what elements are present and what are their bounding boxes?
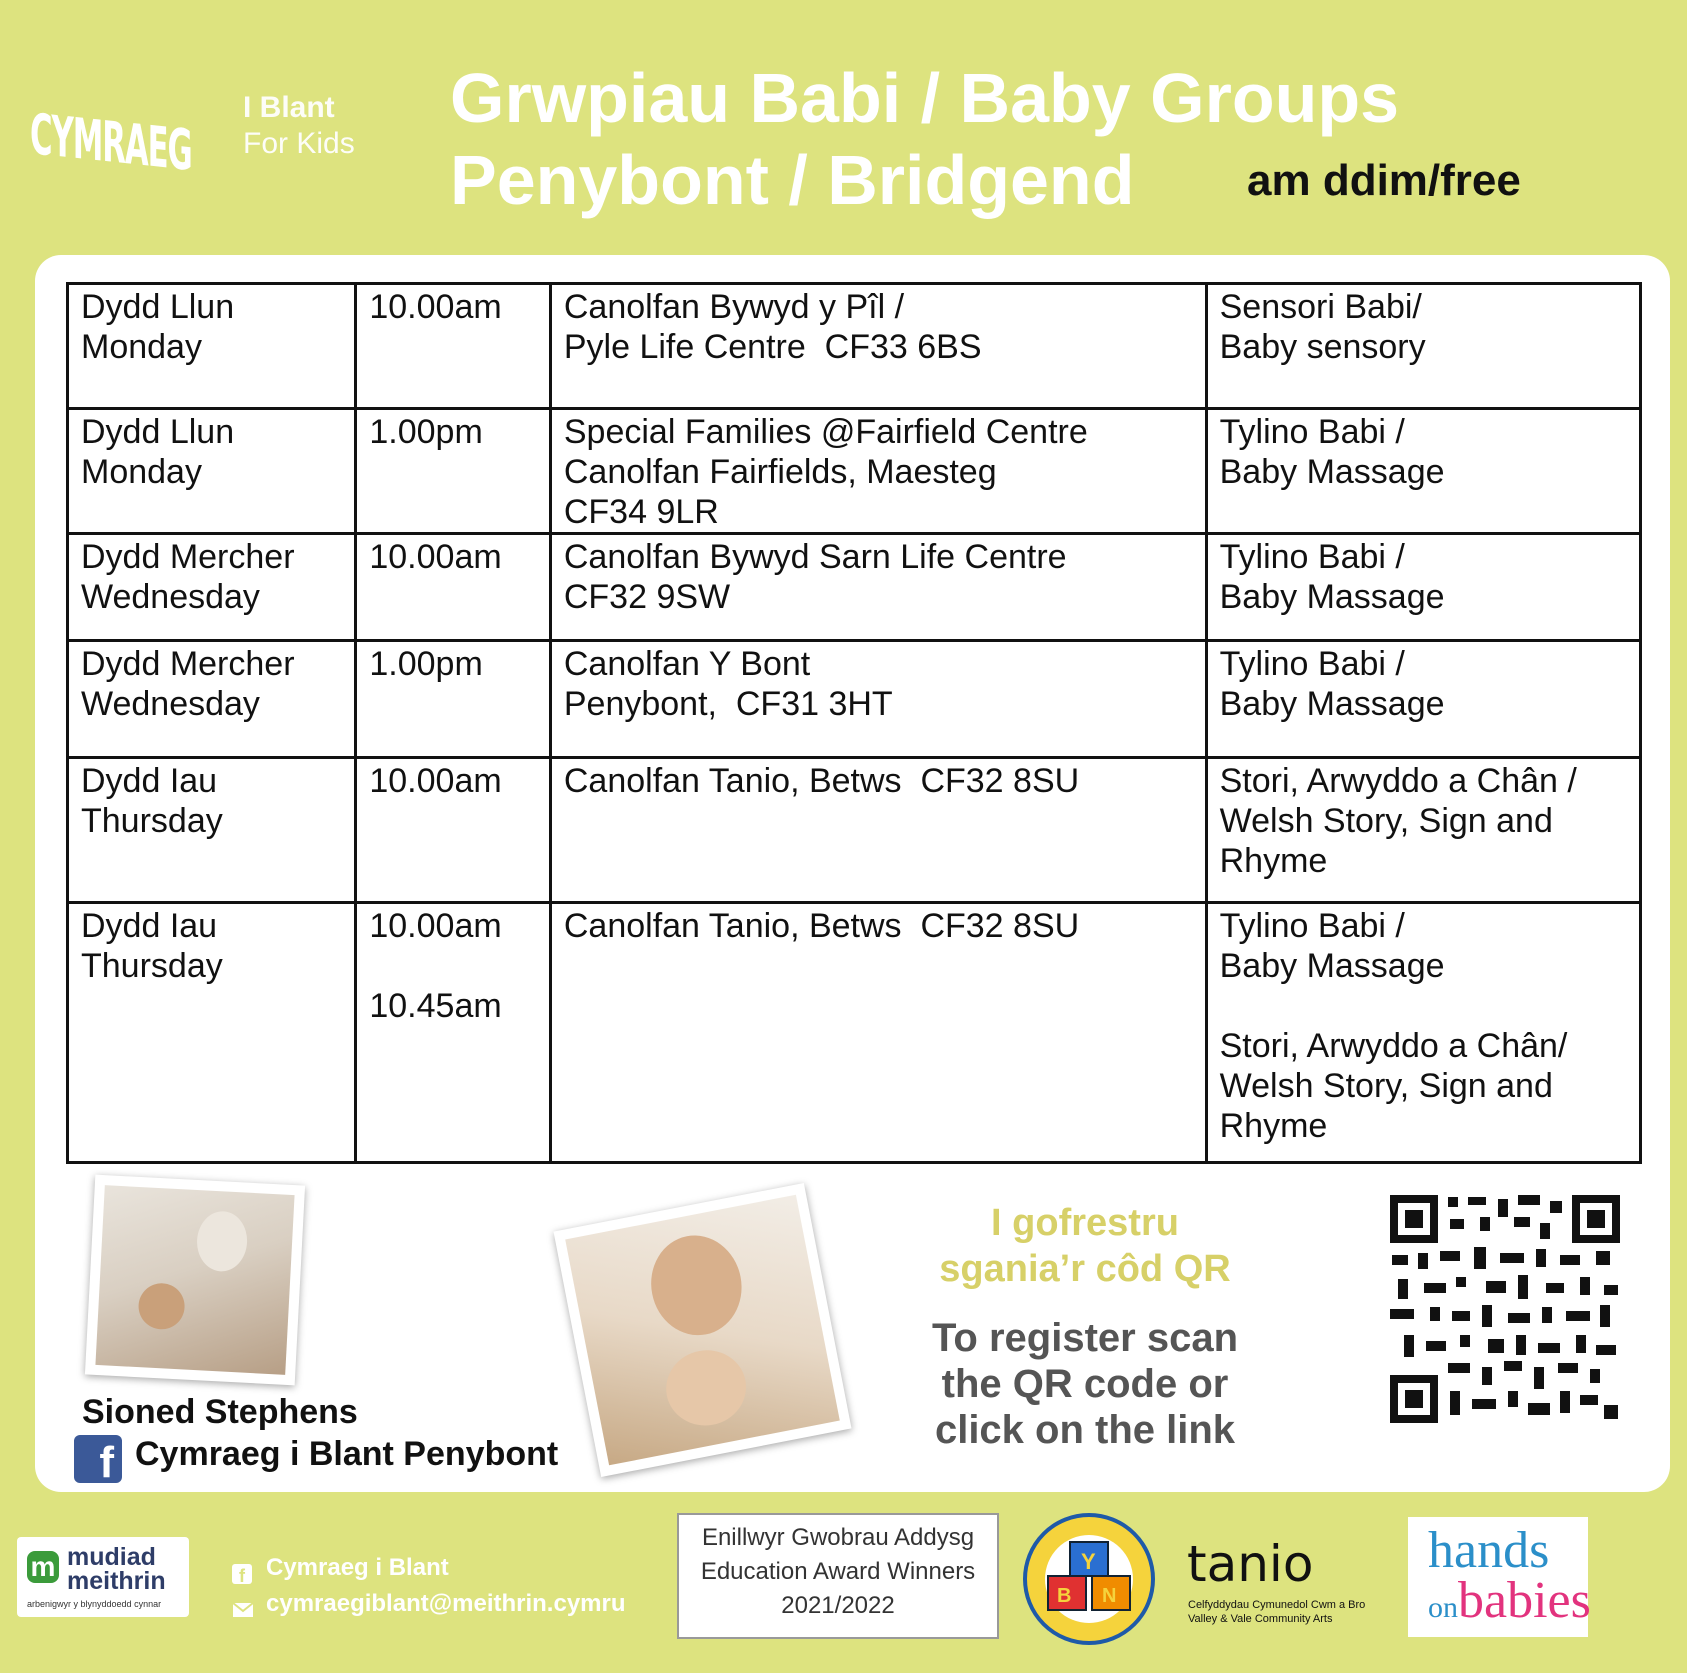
schedule-row [68, 534, 1641, 641]
photo-mother-baby-play [85, 1175, 305, 1386]
venue-line: Canolfan Tanio, Betws CF32 8SU [563, 762, 1080, 800]
line-gap [369, 946, 549, 986]
time-cell [356, 284, 551, 409]
activity-line: Welsh Story, Sign and [1219, 802, 1553, 840]
day-cell [68, 758, 356, 903]
venue-line: Canolfan Bywyd y Pîl / [563, 288, 905, 326]
hob-babies: babies [1458, 1572, 1591, 1629]
footer-facebook-row[interactable] [232, 1550, 626, 1586]
education-award-badge [677, 1513, 999, 1639]
mudiad-tagline: arbenigwyr y blynyddoedd cynnar [27, 1599, 162, 1609]
venue-line: CF32 9SW [563, 578, 731, 616]
schedule-row [68, 641, 1641, 758]
activity-line: Rhyme [1219, 1107, 1328, 1145]
day-cell [68, 903, 356, 1163]
activity-line: Baby Massage [1219, 685, 1445, 723]
logo-subtitle [243, 90, 355, 162]
venue-line: Penybont, CF31 3HT [563, 685, 893, 723]
activity-line: Baby Massage [1219, 453, 1445, 491]
time-line: 10.00am [369, 907, 502, 945]
hob-hands: hands [1428, 1522, 1550, 1579]
register-text-english [895, 1315, 1275, 1453]
register-english-line: the QR code or [941, 1362, 1229, 1406]
mudiad-line1: mudiad [67, 1543, 156, 1571]
register-english-line: click on the link [934, 1408, 1236, 1452]
svg-text:N: N [1102, 1585, 1117, 1607]
venue-line: Canolfan Y Bont [563, 645, 811, 683]
activity-line: Stori, Arwyddo a Chân / [1219, 762, 1577, 800]
time-line: 10.45am [369, 987, 502, 1025]
day-cell [68, 284, 356, 409]
facebook-page-link[interactable]: Cymraeg i Blant Penybont [135, 1435, 559, 1473]
envelope-icon [232, 1595, 254, 1615]
register-welsh-line: I gofrestru [991, 1202, 1179, 1244]
photo-mother-baby-laughing [553, 1183, 851, 1477]
footer-contact [232, 1550, 626, 1622]
time-line: 10.00am [369, 538, 502, 576]
time-cell [356, 534, 551, 641]
ybont-logo [1022, 1512, 1157, 1647]
mudiad-meithrin-logo [17, 1537, 189, 1617]
logo-line-english: For Kids [243, 127, 355, 160]
svg-text:B: B [1057, 1585, 1072, 1607]
tanio-tagline-welsh: Celfyddydau Cymunedol Cwm a Bro [1188, 1599, 1366, 1611]
time-cell [356, 758, 551, 903]
venue-cell [550, 903, 1206, 1163]
venue-line: Special Families @Fairfield Centre [563, 413, 1088, 451]
footer-social-name: Cymraeg i Blant [266, 1554, 449, 1581]
activity-line: Tylino Babi / [1219, 413, 1405, 451]
venue-cell [550, 534, 1206, 641]
activity-cell [1206, 284, 1640, 409]
day-line: Dydd Iau [81, 907, 218, 945]
activity-line: Welsh Story, Sign and [1219, 1067, 1553, 1105]
facebook-icon[interactable]: f [74, 1435, 122, 1483]
schedule-table [66, 282, 1642, 1164]
venue-cell [550, 284, 1206, 409]
time-line: 10.00am [369, 288, 502, 326]
photo-image [95, 1185, 294, 1375]
line-gap [1220, 986, 1639, 1026]
activity-cell [1206, 758, 1640, 903]
footer-email: cymraegiblant@meithrin.cymru [266, 1590, 626, 1617]
venue-line: Canolfan Bywyd Sarn Life Centre [563, 538, 1067, 576]
venue-line: Canolfan Tanio, Betws CF32 8SU [563, 907, 1080, 945]
day-line: Monday [81, 328, 202, 366]
activity-line: Tylino Babi / [1219, 538, 1405, 576]
activity-line: Stori, Arwyddo a Chân/ [1219, 1027, 1568, 1065]
logo-line-welsh: I Blant [243, 91, 335, 124]
activity-line: Baby sensory [1219, 328, 1426, 366]
time-line: 10.00am [369, 762, 502, 800]
svg-text:Y: Y [1081, 1549, 1096, 1574]
activity-line: Sensori Babi/ [1219, 288, 1422, 326]
day-line: Dydd Llun [81, 413, 235, 451]
day-line: Dydd Mercher [81, 645, 295, 683]
hands-on-babies-logo [1408, 1517, 1591, 1637]
venue-line: Pyle Life Centre CF33 6BS [563, 328, 982, 366]
contact-name: Sioned Stephens [82, 1393, 358, 1431]
register-english-line: To register scan [931, 1316, 1239, 1360]
page-title: Grwpiau Babi / Baby Groups [450, 59, 1400, 137]
schedule-row [68, 284, 1641, 409]
day-line: Thursday [81, 947, 223, 985]
day-line: Wednesday [81, 685, 260, 723]
activity-cell [1206, 641, 1640, 758]
hob-babies-line [1428, 1572, 1591, 1634]
day-line: Wednesday [81, 578, 260, 616]
venue-cell [550, 758, 1206, 903]
day-line: Monday [81, 453, 202, 491]
register-text-welsh [895, 1200, 1275, 1292]
mudiad-m-icon: m [27, 1551, 59, 1583]
mudiad-line2: meithrin [67, 1567, 166, 1595]
hob-on: on [1428, 1591, 1458, 1624]
photo-figure [643, 1228, 750, 1343]
time-cell [356, 903, 551, 1163]
day-line: Dydd Mercher [81, 538, 295, 576]
venue-line: CF34 9LR [563, 493, 719, 531]
activity-line: Tylino Babi / [1219, 645, 1405, 683]
tanio-tagline [1188, 1598, 1365, 1626]
free-label: am ddim/free [1247, 156, 1521, 205]
venue-cell [550, 641, 1206, 758]
footer-email-row[interactable] [232, 1586, 626, 1622]
day-cell [68, 534, 356, 641]
activity-line: Baby Massage [1219, 947, 1445, 985]
time-line: 1.00pm [369, 413, 483, 451]
tanio-tagline-english: Valley & Vale Community Arts [1188, 1613, 1333, 1625]
activity-cell [1206, 534, 1640, 641]
qr-code-graphic [1390, 1195, 1620, 1423]
register-welsh-line: sgania’r côd QR [939, 1248, 1231, 1290]
activity-line: Baby Massage [1219, 578, 1445, 616]
activity-cell [1206, 409, 1640, 534]
schedule-row [68, 903, 1641, 1163]
photo-figure [196, 1210, 249, 1273]
activity-line: Tylino Babi / [1219, 907, 1405, 945]
time-line: 1.00pm [369, 645, 483, 683]
award-line-welsh: Enillwyr Gwobrau Addysg [701, 1524, 975, 1551]
day-line: Dydd Iau [81, 762, 218, 800]
tanio-logo: tanio [1187, 1535, 1314, 1593]
day-cell [68, 409, 356, 534]
activity-cell [1206, 903, 1640, 1163]
schedule-body [68, 284, 1641, 1163]
time-cell [356, 641, 551, 758]
schedule-row [68, 758, 1641, 903]
award-line-english: Education Award Winners [700, 1558, 976, 1585]
time-cell [356, 409, 551, 534]
photo-figure [137, 1282, 185, 1330]
day-cell [68, 641, 356, 758]
facebook-small-icon [232, 1559, 254, 1584]
venue-line: Canolfan Fairfields, Maesteg [563, 453, 997, 491]
venue-cell [550, 409, 1206, 534]
day-line: Thursday [81, 802, 223, 840]
svg-text:f: f [239, 1565, 245, 1584]
cymraeg-logo: CYMRAEG [30, 102, 192, 184]
qr-code[interactable] [1390, 1195, 1620, 1423]
award-year: 2021/2022 [781, 1592, 895, 1619]
page-subtitle-location: Penybont / Bridgend [450, 141, 1135, 219]
photo-figure [660, 1343, 753, 1432]
day-line: Dydd Llun [81, 288, 235, 326]
activity-line: Rhyme [1219, 842, 1328, 880]
schedule-row [68, 409, 1641, 534]
photo-image [565, 1195, 840, 1466]
